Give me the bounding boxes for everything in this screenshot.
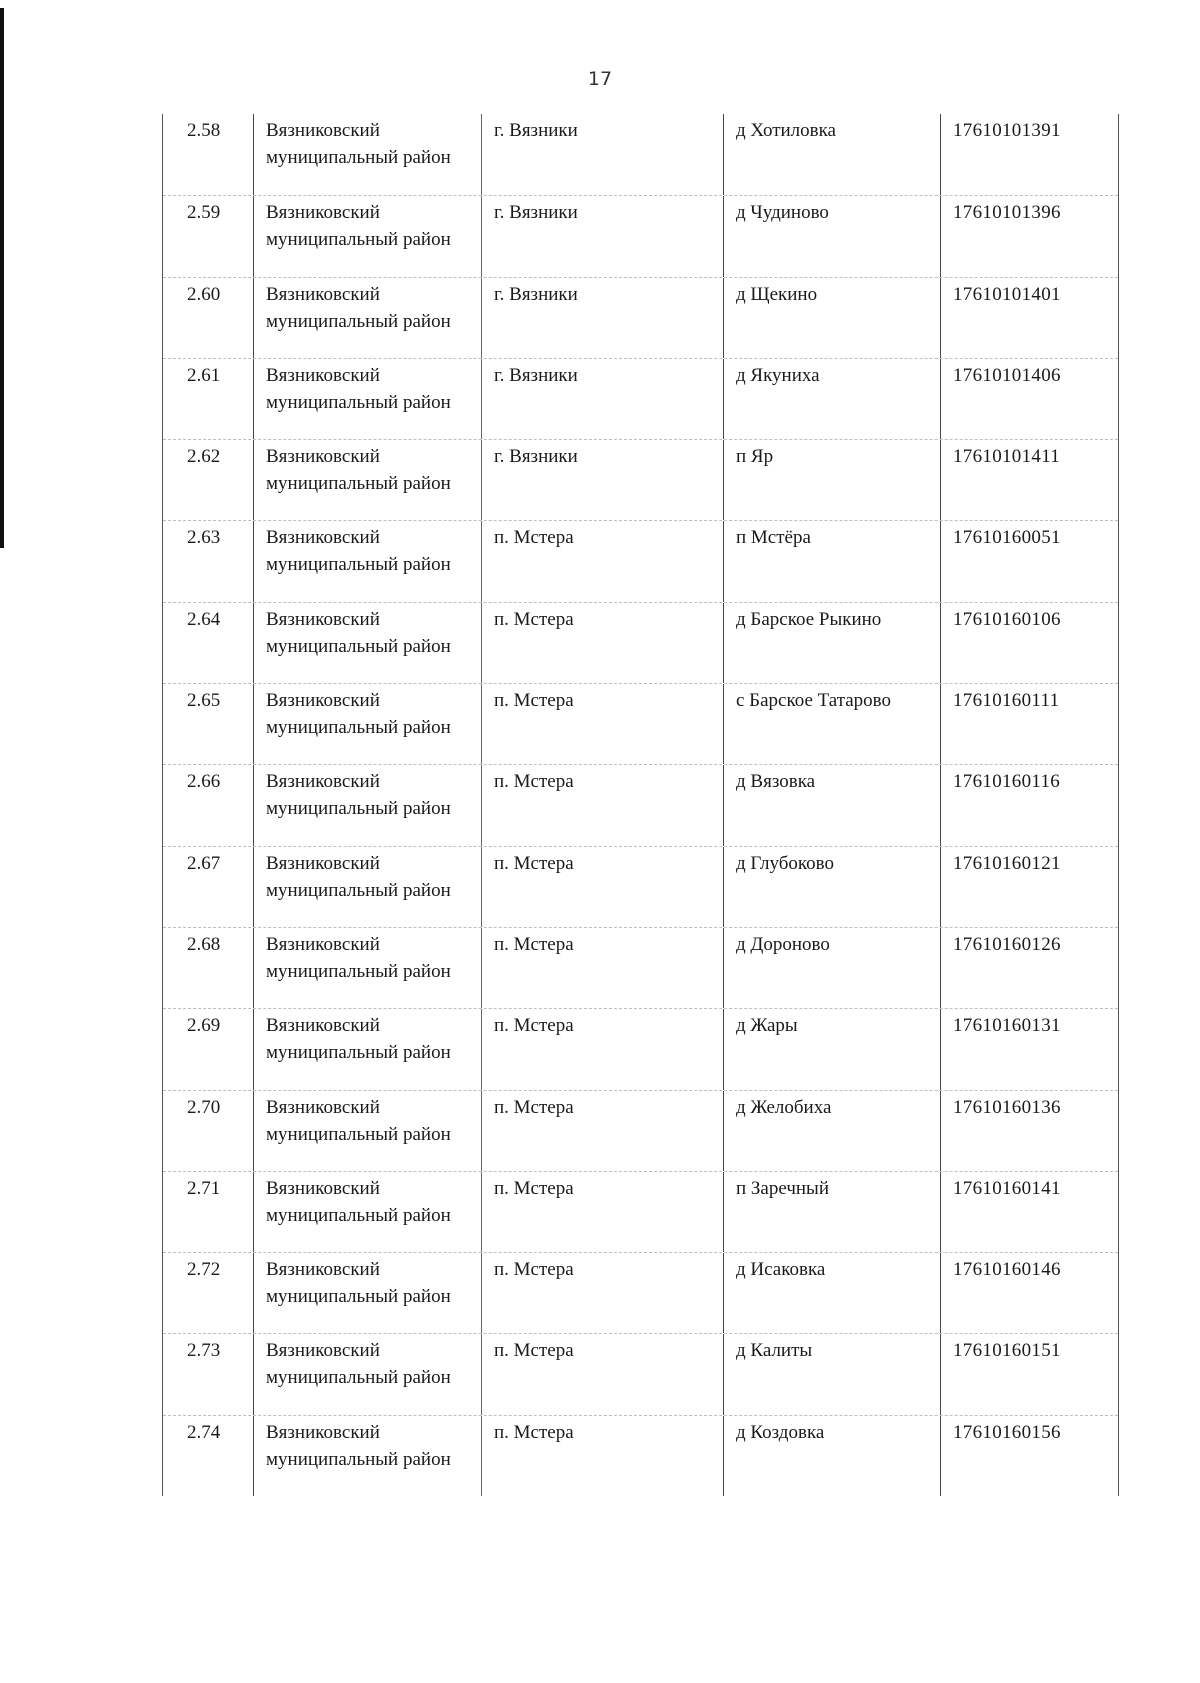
table-row — [163, 846, 1118, 927]
oktmo-code-cell: 17610101411 — [940, 440, 1118, 520]
locality-cell: п Заречный — [723, 1172, 940, 1252]
row-number: 2.58 — [187, 120, 221, 141]
settlement-cell: г. Вязники — [481, 114, 723, 195]
locality-cell: д Глубоково — [723, 847, 940, 927]
settlement-cell: п. Мстера — [481, 1334, 723, 1414]
table-row — [163, 1171, 1118, 1252]
row-number: 2.68 — [187, 933, 221, 955]
locality-cell: д Желобиха — [723, 1091, 940, 1171]
locality-cell: д Калиты — [723, 1334, 940, 1414]
row-number: 2.61 — [187, 364, 221, 386]
settlement-cell: п. Мстера — [481, 1253, 723, 1333]
table-row — [163, 114, 1118, 195]
table-row — [163, 195, 1118, 276]
municipality-cell: Вязниковский муниципальный район — [253, 114, 481, 195]
municipality-cell: Вязниковский муниципальный район — [253, 1009, 481, 1089]
locality-cell: п Мстёра — [723, 521, 940, 601]
oktmo-code-cell: 17610160116 — [940, 765, 1118, 845]
settlement-cell: г. Вязники — [481, 278, 723, 358]
table-row — [163, 602, 1118, 683]
row-number: 2.67 — [187, 852, 221, 874]
settlement-cell: п. Мстера — [481, 603, 723, 683]
row-number: 2.66 — [187, 771, 221, 793]
municipality-cell: Вязниковский муниципальный район — [253, 603, 481, 683]
row-number: 2.60 — [187, 283, 221, 305]
oktmo-code-cell: 17610160131 — [940, 1009, 1118, 1089]
row-number: 2.72 — [187, 1259, 221, 1281]
settlement-cell: п. Мстера — [481, 1172, 723, 1252]
oktmo-code-cell: 17610160146 — [940, 1253, 1118, 1333]
municipality-cell: Вязниковский муниципальный район — [253, 1091, 481, 1171]
oktmo-code-cell: 17610101391 — [940, 114, 1118, 195]
row-number: 2.71 — [187, 1177, 221, 1199]
oktmo-code-cell: 17610160111 — [940, 684, 1118, 764]
municipality-cell: Вязниковский муниципальный район — [253, 440, 481, 520]
row-number: 2.69 — [187, 1015, 221, 1037]
table-row — [163, 439, 1118, 520]
table-row — [163, 1333, 1118, 1414]
locality-cell: п Яр — [723, 440, 940, 520]
settlement-cell: п. Мстера — [481, 1091, 723, 1171]
oktmo-code-cell: 17610160121 — [940, 847, 1118, 927]
municipality-cell: Вязниковский муниципальный район — [253, 521, 481, 601]
row-number: 2.62 — [187, 446, 221, 468]
table-row — [163, 358, 1118, 439]
municipality-cell: Вязниковский муниципальный район — [253, 684, 481, 764]
locality-cell: д Чудиново — [723, 196, 940, 276]
locality-cell: д Вязовка — [723, 765, 940, 845]
municipality-cell: Вязниковский муниципальный район — [253, 1416, 481, 1496]
municipality-cell: Вязниковский муниципальный район — [253, 1253, 481, 1333]
oktmo-code-cell: 17610101401 — [940, 278, 1118, 358]
settlement-cell: г. Вязники — [481, 196, 723, 276]
oktmo-code-cell: 17610160051 — [940, 521, 1118, 601]
table-row — [163, 277, 1118, 358]
municipality-cell: Вязниковский муниципальный район — [253, 847, 481, 927]
municipality-cell: Вязниковский муниципальный район — [253, 928, 481, 1008]
locality-cell: д Коздовка — [723, 1416, 940, 1496]
oktmo-code-cell: 17610160126 — [940, 928, 1118, 1008]
oktmo-code-cell: 17610160106 — [940, 603, 1118, 683]
row-number: 2.63 — [187, 527, 221, 549]
locality-cell: д Исаковка — [723, 1253, 940, 1333]
settlement-cell: п. Мстера — [481, 1009, 723, 1089]
oktmo-code-cell: 17610160156 — [940, 1416, 1118, 1496]
locality-cell: с Барское Татарово — [723, 684, 940, 764]
municipality-cell: Вязниковский муниципальный район — [253, 765, 481, 845]
settlement-cell: п. Мстера — [481, 847, 723, 927]
oktmo-code-cell: 17610101406 — [940, 359, 1118, 439]
table-row — [163, 520, 1118, 601]
settlements-table — [162, 114, 1119, 1496]
row-number: 2.70 — [187, 1096, 221, 1118]
table-row — [163, 1415, 1118, 1496]
locality-cell: д Жары — [723, 1009, 940, 1089]
page-number: 17 — [587, 68, 613, 90]
table-row — [163, 1252, 1118, 1333]
settlement-cell: г. Вязники — [481, 440, 723, 520]
row-number: 2.59 — [187, 202, 221, 224]
oktmo-code-cell: 17610160151 — [940, 1334, 1118, 1414]
table-row — [163, 683, 1118, 764]
settlement-cell: п. Мстера — [481, 765, 723, 845]
table-row — [163, 1090, 1118, 1171]
table-row — [163, 927, 1118, 1008]
row-number: 2.64 — [187, 608, 221, 630]
row-number: 2.65 — [187, 690, 221, 712]
row-number: 2.74 — [187, 1421, 221, 1443]
municipality-cell: Вязниковский муниципальный район — [253, 1334, 481, 1414]
settlement-cell: п. Мстера — [481, 684, 723, 764]
settlement-cell: п. Мстера — [481, 1416, 723, 1496]
settlement-cell: п. Мстера — [481, 521, 723, 601]
municipality-cell: Вязниковский муниципальный район — [253, 196, 481, 276]
locality-cell: д Хотиловка — [723, 114, 940, 195]
settlement-cell: г. Вязники — [481, 359, 723, 439]
oktmo-code-cell: 17610101396 — [940, 196, 1118, 276]
table-row — [163, 764, 1118, 845]
municipality-cell: Вязниковский муниципальный район — [253, 359, 481, 439]
locality-cell: д Дороново — [723, 928, 940, 1008]
table-row — [163, 1008, 1118, 1089]
locality-cell: д Щекино — [723, 278, 940, 358]
settlement-cell: п. Мстера — [481, 928, 723, 1008]
row-number: 2.73 — [187, 1340, 221, 1362]
municipality-cell: Вязниковский муниципальный район — [253, 278, 481, 358]
oktmo-code-cell: 17610160141 — [940, 1172, 1118, 1252]
locality-cell: д Якуниха — [723, 359, 940, 439]
locality-cell: д Барское Рыкино — [723, 603, 940, 683]
oktmo-code-cell: 17610160136 — [940, 1091, 1118, 1171]
municipality-cell: Вязниковский муниципальный район — [253, 1172, 481, 1252]
